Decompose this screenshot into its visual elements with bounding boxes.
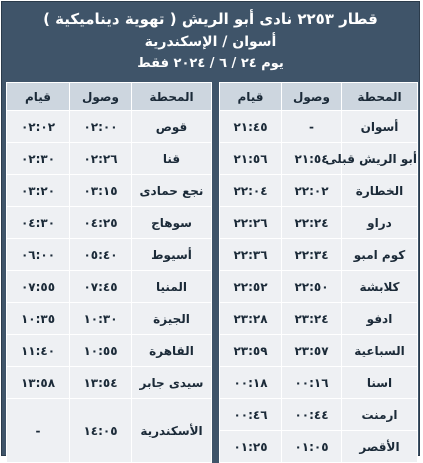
- departure-cell: ٠١:٢٥: [220, 431, 282, 463]
- arrival-cell: ١٣:٥٤: [70, 367, 132, 399]
- column-gap: [212, 335, 220, 367]
- departure-cell: ١٠:٣٥: [7, 303, 70, 335]
- table-row: [7, 399, 418, 431]
- departure-cell: ٢٢:٣٦: [220, 239, 282, 271]
- column-gap: [212, 207, 220, 239]
- station-cell: ادفو: [342, 303, 418, 335]
- table-row: [7, 239, 418, 271]
- station-cell: دراو: [342, 207, 418, 239]
- station-cell: أسيوط: [132, 239, 212, 271]
- departure-cell: ٢١:٤٥: [220, 111, 282, 143]
- station-cell: سوهاج: [132, 207, 212, 239]
- col-header-station: المحطة: [132, 83, 212, 111]
- column-gap: [212, 271, 220, 303]
- arrival-cell: ٠٢:٠٠: [70, 111, 132, 143]
- departure-cell: ٢٣:٢٨: [220, 303, 282, 335]
- col-header-station: المحطة: [342, 83, 418, 111]
- departure-cell: ٠٢:٣٠: [7, 143, 70, 175]
- station-cell: القاهرة: [132, 335, 212, 367]
- station-cell: المنيا: [132, 271, 212, 303]
- col-header-departure: قيام: [220, 83, 282, 111]
- table-row: [7, 335, 418, 367]
- table-row: [7, 271, 418, 303]
- arrival-cell: ٠٤:٢٥: [70, 207, 132, 239]
- column-gap: [212, 239, 220, 271]
- departure-cell: ٠٧:٥٥: [7, 271, 70, 303]
- schedule-card: [1, 1, 420, 456]
- arrival-cell: ٠٣:١٥: [70, 175, 132, 207]
- arrival-cell: ٢٣:٥٧: [282, 335, 342, 367]
- timetable: [6, 82, 418, 463]
- arrival-cell: ٠٧:٤٥: [70, 271, 132, 303]
- station-cell: السباعية: [342, 335, 418, 367]
- arrival-cell: ٢٢:٥٠: [282, 271, 342, 303]
- table-row: [7, 111, 418, 143]
- departure-cell: ٠٢:٠٢: [7, 111, 70, 143]
- departure-cell: ٢١:٥٦: [220, 143, 282, 175]
- arrival-cell: ٢٢:٣٤: [282, 239, 342, 271]
- table-row: [7, 175, 418, 207]
- station-cell: كلابشة: [342, 271, 418, 303]
- arrival-cell: ٢٢:٠٢: [282, 175, 342, 207]
- departure-cell: ٢٢:٠٤: [220, 175, 282, 207]
- departure-cell: ٠٤:٣٠: [7, 207, 70, 239]
- arrival-cell: ٠٠:١٦: [282, 367, 342, 399]
- station-cell: أسوان: [342, 111, 418, 143]
- station-cell: ارمنت: [342, 399, 418, 431]
- train-title: قطار ٢٢٥٣ نادى أبو الريش ( تهوية ديناميكية ): [43, 10, 378, 28]
- departure-cell: ١١:٤٠: [7, 335, 70, 367]
- departure-cell: -: [7, 399, 70, 463]
- arrival-cell: ٠٥:٤٠: [70, 239, 132, 271]
- arrival-cell: ٠٠:٤٤: [282, 399, 342, 431]
- arrival-cell: ١٠:٥٥: [70, 335, 132, 367]
- column-gap: [212, 83, 220, 111]
- station-cell: كوم امبو: [342, 239, 418, 271]
- arrival-cell: ١٤:٠٥: [70, 399, 132, 463]
- table-row: [7, 303, 418, 335]
- arrival-cell: ١٠:٣٠: [70, 303, 132, 335]
- arrival-cell: -: [282, 111, 342, 143]
- departure-cell: ١٣:٥٨: [7, 367, 70, 399]
- table-row: [7, 207, 418, 239]
- departure-cell: ٠٣:٢٠: [7, 175, 70, 207]
- column-gap: [212, 431, 220, 463]
- departure-cell: ٢٢:٢٦: [220, 207, 282, 239]
- station-cell: أبو الريش قبلى: [342, 143, 418, 175]
- column-gap: [212, 367, 220, 399]
- date-title: يوم ٢٤ / ٦ / ٢٠٢٤ فقط: [137, 56, 284, 71]
- departure-cell: ٢٢:٥٢: [220, 271, 282, 303]
- column-gap: [212, 399, 220, 431]
- arrival-cell: ٠٢:٢٦: [70, 143, 132, 175]
- arrival-cell: ٢٢:٢٤: [282, 207, 342, 239]
- departure-cell: ٠٠:١٨: [220, 367, 282, 399]
- station-cell: الأسكندرية: [132, 399, 212, 463]
- departure-cell: ٠٦:٠٠: [7, 239, 70, 271]
- table-row: [7, 367, 418, 399]
- schedule-header: [2, 2, 419, 78]
- station-cell: الجيزة: [132, 303, 212, 335]
- col-header-arrival: وصول: [70, 83, 132, 111]
- station-cell: نجع حمادى: [132, 175, 212, 207]
- station-cell: الخطارة: [342, 175, 418, 207]
- column-gap: [212, 111, 220, 143]
- column-gap: [212, 143, 220, 175]
- station-cell: اسنا: [342, 367, 418, 399]
- departure-cell: ٢٣:٥٩: [220, 335, 282, 367]
- arrival-cell: ٢٣:٢٤: [282, 303, 342, 335]
- station-cell: قوص: [132, 111, 212, 143]
- column-gap: [212, 175, 220, 207]
- column-gap: [212, 303, 220, 335]
- arrival-cell: ٠١:٠٥: [282, 431, 342, 463]
- table-row: [7, 143, 418, 175]
- arrival-cell: ٢١:٥٤: [282, 143, 342, 175]
- departure-cell: ٠٠:٤٦: [220, 399, 282, 431]
- station-cell: سيدى جابر: [132, 367, 212, 399]
- col-header-arrival: وصول: [282, 83, 342, 111]
- station-cell: قنا: [132, 143, 212, 175]
- station-cell: الأقصر: [342, 431, 418, 463]
- route-title: أسوان / الإسكندرية: [144, 34, 277, 50]
- table-header-row: [7, 83, 418, 111]
- col-header-departure: قيام: [7, 83, 70, 111]
